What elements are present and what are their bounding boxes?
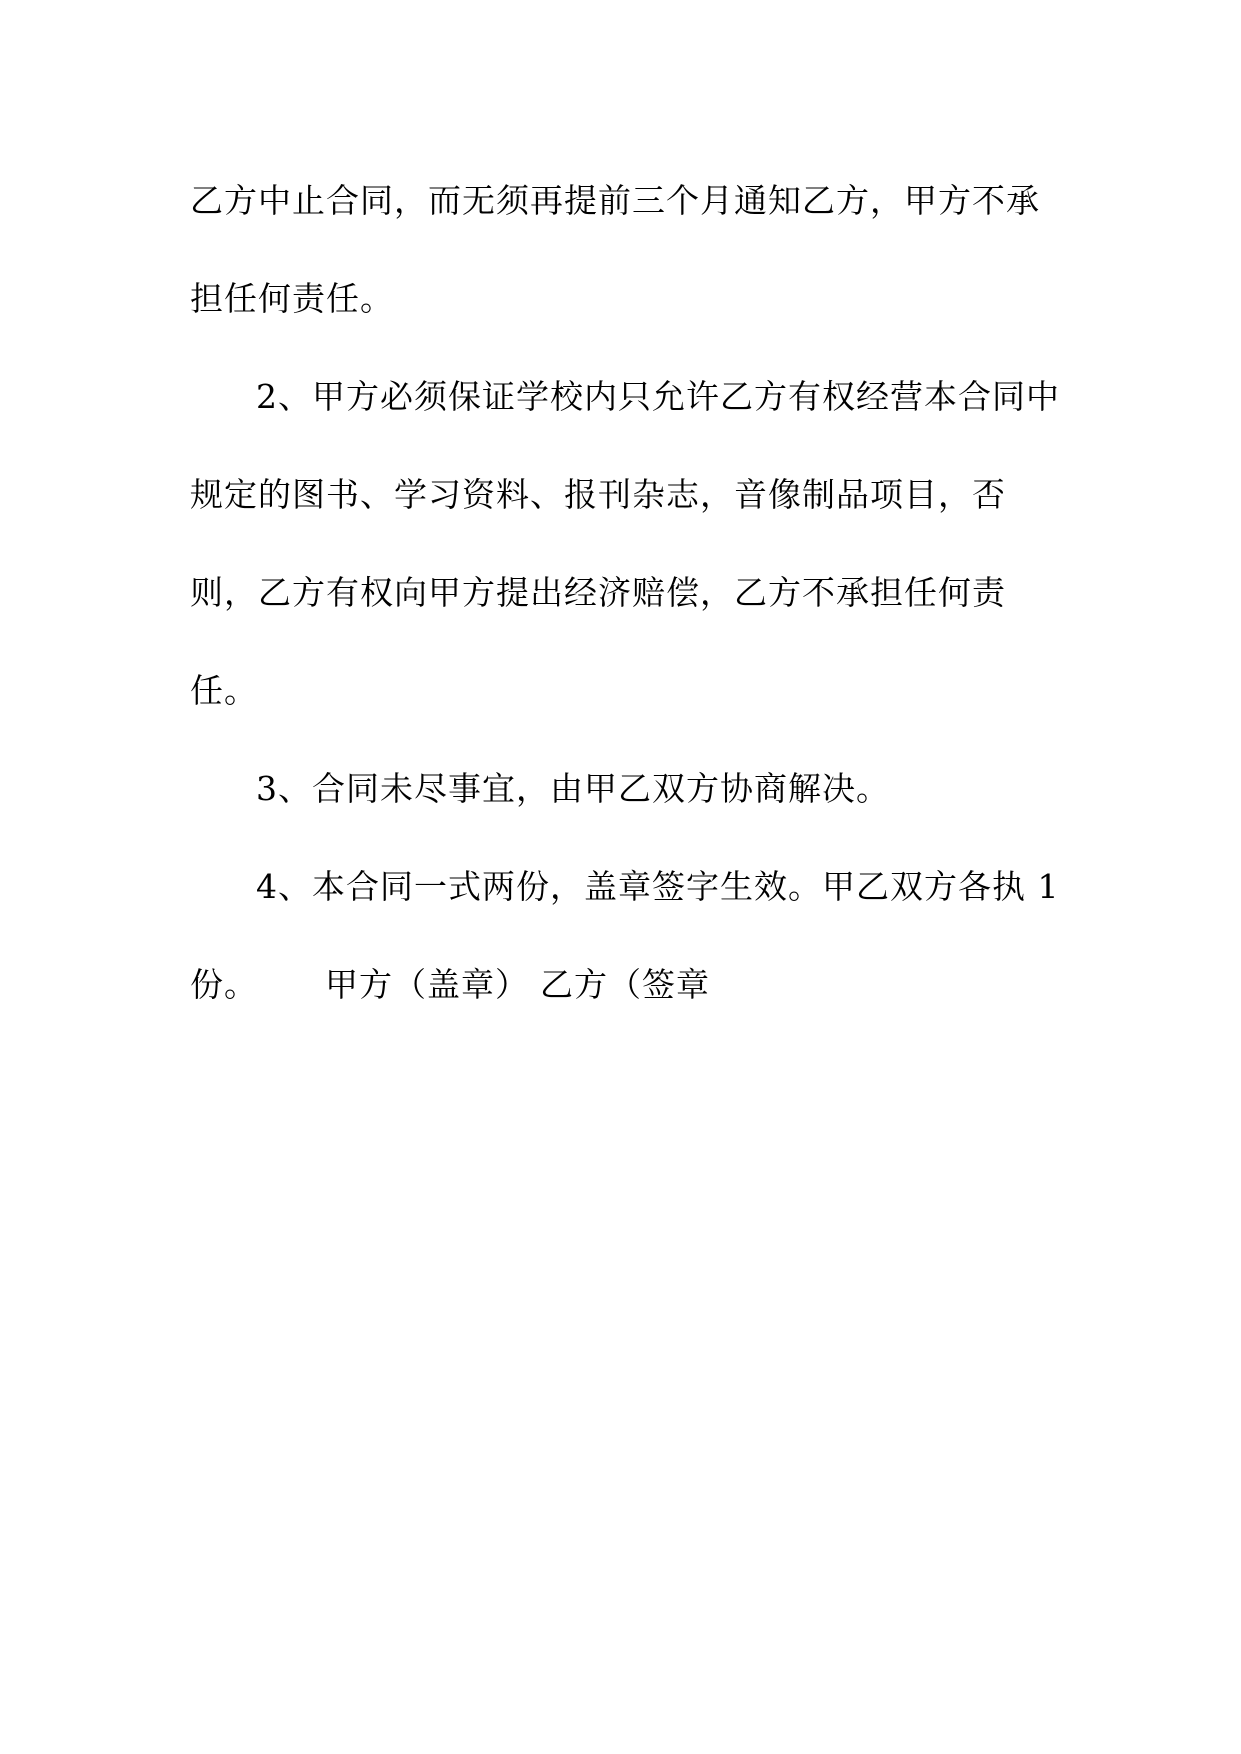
clause-2-line: 2、甲方必须保证学校内只允许乙方有权经营本合同中	[256, 377, 1060, 416]
paragraph-line: 规定的图书、学习资料、报刊杂志，音像制品项目，否	[190, 475, 1006, 514]
clause-4-line: 4、本合同一式两份，盖章签字生效。甲乙双方各执 1	[256, 867, 1060, 906]
paragraph-line: 份。	[190, 965, 258, 1004]
paragraph-line: 担任何责任。	[190, 279, 394, 318]
clause-3-line: 3、合同未尽事宜，由甲乙双方协商解决。	[256, 769, 890, 808]
paragraph-line: 乙方中止合同，而无须再提前三个月通知乙方，甲方不承	[190, 181, 1040, 220]
signature-party-b: 乙方（签章	[540, 965, 710, 1004]
signature-party-a: 甲方（盖章）	[325, 965, 529, 1004]
paragraph-line: 则，乙方有权向甲方提出经济赔偿，乙方不承担任何责	[190, 573, 1006, 612]
paragraph-line: 任。	[190, 671, 258, 710]
